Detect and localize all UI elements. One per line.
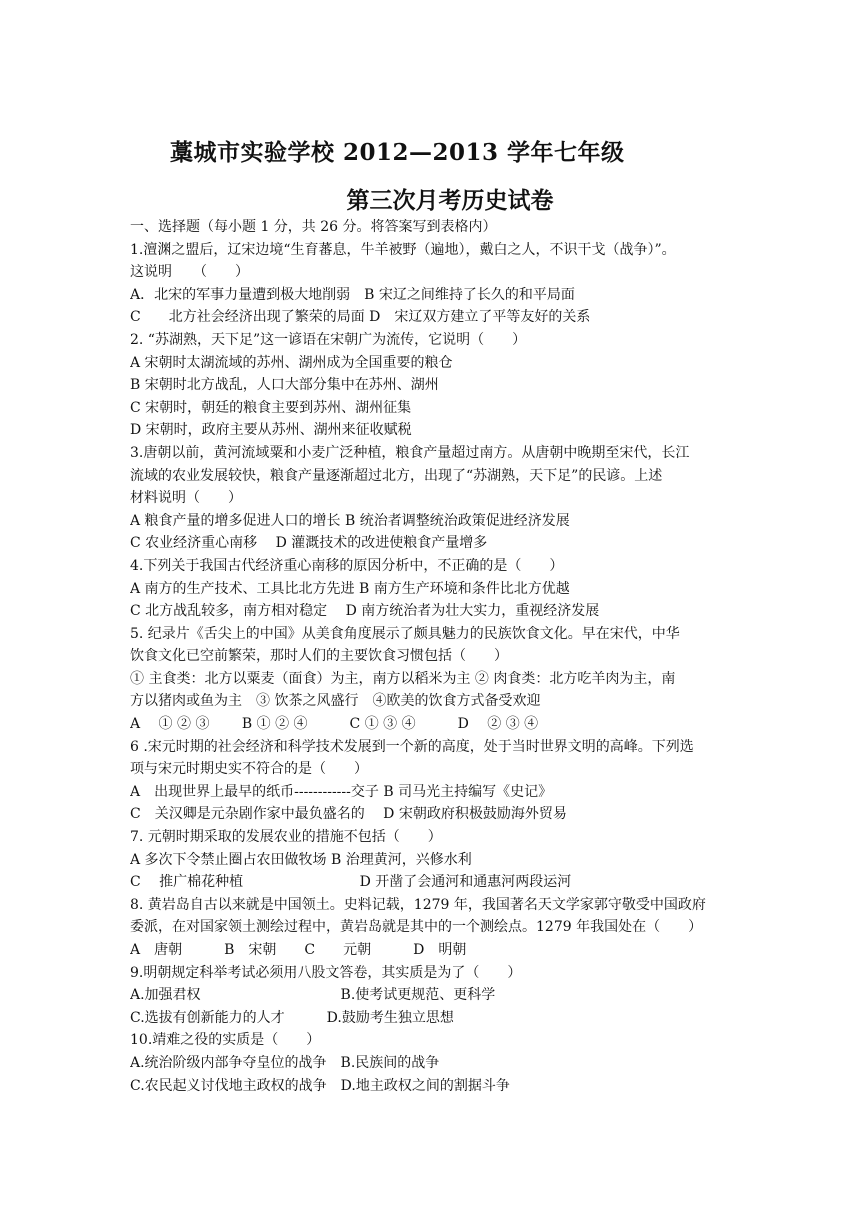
question-line: 2. “苏湖熟，天下足”这一谚语在宋朝广为流传，它说明（ ） <box>130 331 527 348</box>
option-line: A.加强君权 B.使考试更规范、更科学 <box>130 987 496 1004</box>
question-line: 这说明 （ ） <box>130 264 249 281</box>
option-line: D 宋朝时，政府主要从苏州、湖州来征收赋税 <box>130 422 412 439</box>
question-line: 委派，在对国家领土测绘过程中，黄岩岛就是其中的一个测绘点。1279 年我国处在（ ） <box>130 919 703 936</box>
option-line: A 粮食产量的增多促进人口的增长 B 统治者调整统治政策促进经济发展 <box>130 512 570 529</box>
question-line: 10.靖难之役的实质是（ ） <box>130 1032 321 1049</box>
question-line: 7. 元朝时期采取的发展农业的措施不包括（ ） <box>130 829 442 846</box>
exam-title-school-text: 藁城市实验学校 2012—2013 学年七年级 <box>170 139 625 166</box>
option-line: C 北方战乱较多，南方相对稳定 D 南方统治者为壮大实力，重视经济发展 <box>130 603 600 620</box>
option-line: A ① ② ③ B ① ② ④ C ① ③ ④ D ② ③ ④ <box>130 716 539 733</box>
question-line: 4.下列关于我国古代经济重心南移的原因分析中，不正确的是（ ） <box>130 557 564 574</box>
question-line: 3.唐朝以前，黄河流域粟和小麦广泛种植，粮食产量超过南方。从唐朝中晚期至宋代，长江 <box>130 444 690 461</box>
question-line: 饮食文化已空前繁荣，那时人们的主要饮食习惯包括（ ） <box>130 648 508 665</box>
option-line: A．北宋的军事力量遭到极大地削弱 B 宋辽之间维持了长久的和平局面 <box>130 286 575 303</box>
question-line: 5. 纪录片《舌尖上的中国》从美食角度展示了颇具魅力的民族饮食文化。早在宋代，中华 <box>130 625 680 642</box>
question-line: 8. 黄岩岛自古以来就是中国领土。史料记载，1279 年，我国著名天文学家郭守敬受中国政府 <box>130 896 706 913</box>
question-line: 流域的农业发展较快，粮食产量逐渐超过北方，出现了“苏湖熟，天下足”的民谚。上述 <box>130 467 663 484</box>
question-line: 1.澶渊之盟后，辽宋边境“生育蕃息，牛羊被野（遍地），戴白之人，不识干戈（战争）”。 <box>130 241 676 258</box>
statement-line: ① 主食类：北方以粟麦（面食）为主，南方以稻米为主 ② 肉食类：北方吃羊肉为主，南 <box>130 670 676 687</box>
option-line: C 农业经济重心南移 D 灌溉技术的改进使粮食产量增多 <box>130 535 488 552</box>
exam-body <box>130 216 742 1097</box>
option-line: C.农民起义讨伐地主政权的战争 D.地主政权之间的割据斗争 <box>130 1077 510 1094</box>
question-line: 6 .宋元时期的社会经济和科学技术发展到一个新的高度，处于当时世界文明的高峰。下列选 <box>130 738 694 755</box>
option-line: B 宋朝时北方战乱，人口大部分集中在苏州、湖州 <box>130 377 439 394</box>
option-line: A 宋朝时太湖流域的苏州、湖州成为全国重要的粮仓 <box>130 354 453 371</box>
option-line: A 唐朝 B 宋朝 C 元朝 D 明朝 <box>130 942 467 958</box>
question-line: 9.明朝规定科举考试必须用八股文答卷，其实质是为了（ ） <box>130 964 522 981</box>
exam-title-subject-text: 第三次月考历史试卷 <box>346 187 554 214</box>
option-line: A 南方的生产技术、工具比北方先进 B 南方生产环境和条件比北方优越 <box>130 580 570 597</box>
statement-line: 方以猪肉或鱼为主 ③ 饮茶之风盛行 ④欧美的饮食方式备受欢迎 <box>130 693 541 710</box>
question-line: 材料说明（ ） <box>130 490 242 507</box>
option-line: C.选拔有创新能力的人才 D.鼓励考生独立思想 <box>130 1009 454 1026</box>
option-line: A 多次下令禁止圈占农田做牧场 B 治理黄河，兴修水利 <box>130 851 472 868</box>
option-line: C 关汉卿是元杂剧作家中最负盛名的 D 宋朝政府积极鼓励海外贸易 <box>130 806 567 823</box>
option-line: A 出现世界上最早的纸币------------交子 B 司马光主持编写《史记》 <box>130 783 553 800</box>
exam-title-school <box>170 134 625 167</box>
option-line: C 宋朝时，朝廷的粮食主要到苏州、湖州征集 <box>130 399 412 416</box>
question-line: 项与宋元时期史实不符合的是（ ） <box>130 761 368 778</box>
option-line: C 推广棉花种植 D 开凿了会通河和通惠河两段运河 <box>130 874 572 891</box>
section-heading: 一、选择题（每小题 1 分，共 26 分。将答案写到表格内） <box>130 219 497 235</box>
option-line: A.统治阶级内部争夺皇位的战争 B.民族间的战争 <box>130 1054 440 1071</box>
exam-title-subject <box>0 182 860 215</box>
option-line: C 北方社会经济出现了繁荣的局面 D 宋辽双方建立了平等友好的关系 <box>130 309 591 326</box>
